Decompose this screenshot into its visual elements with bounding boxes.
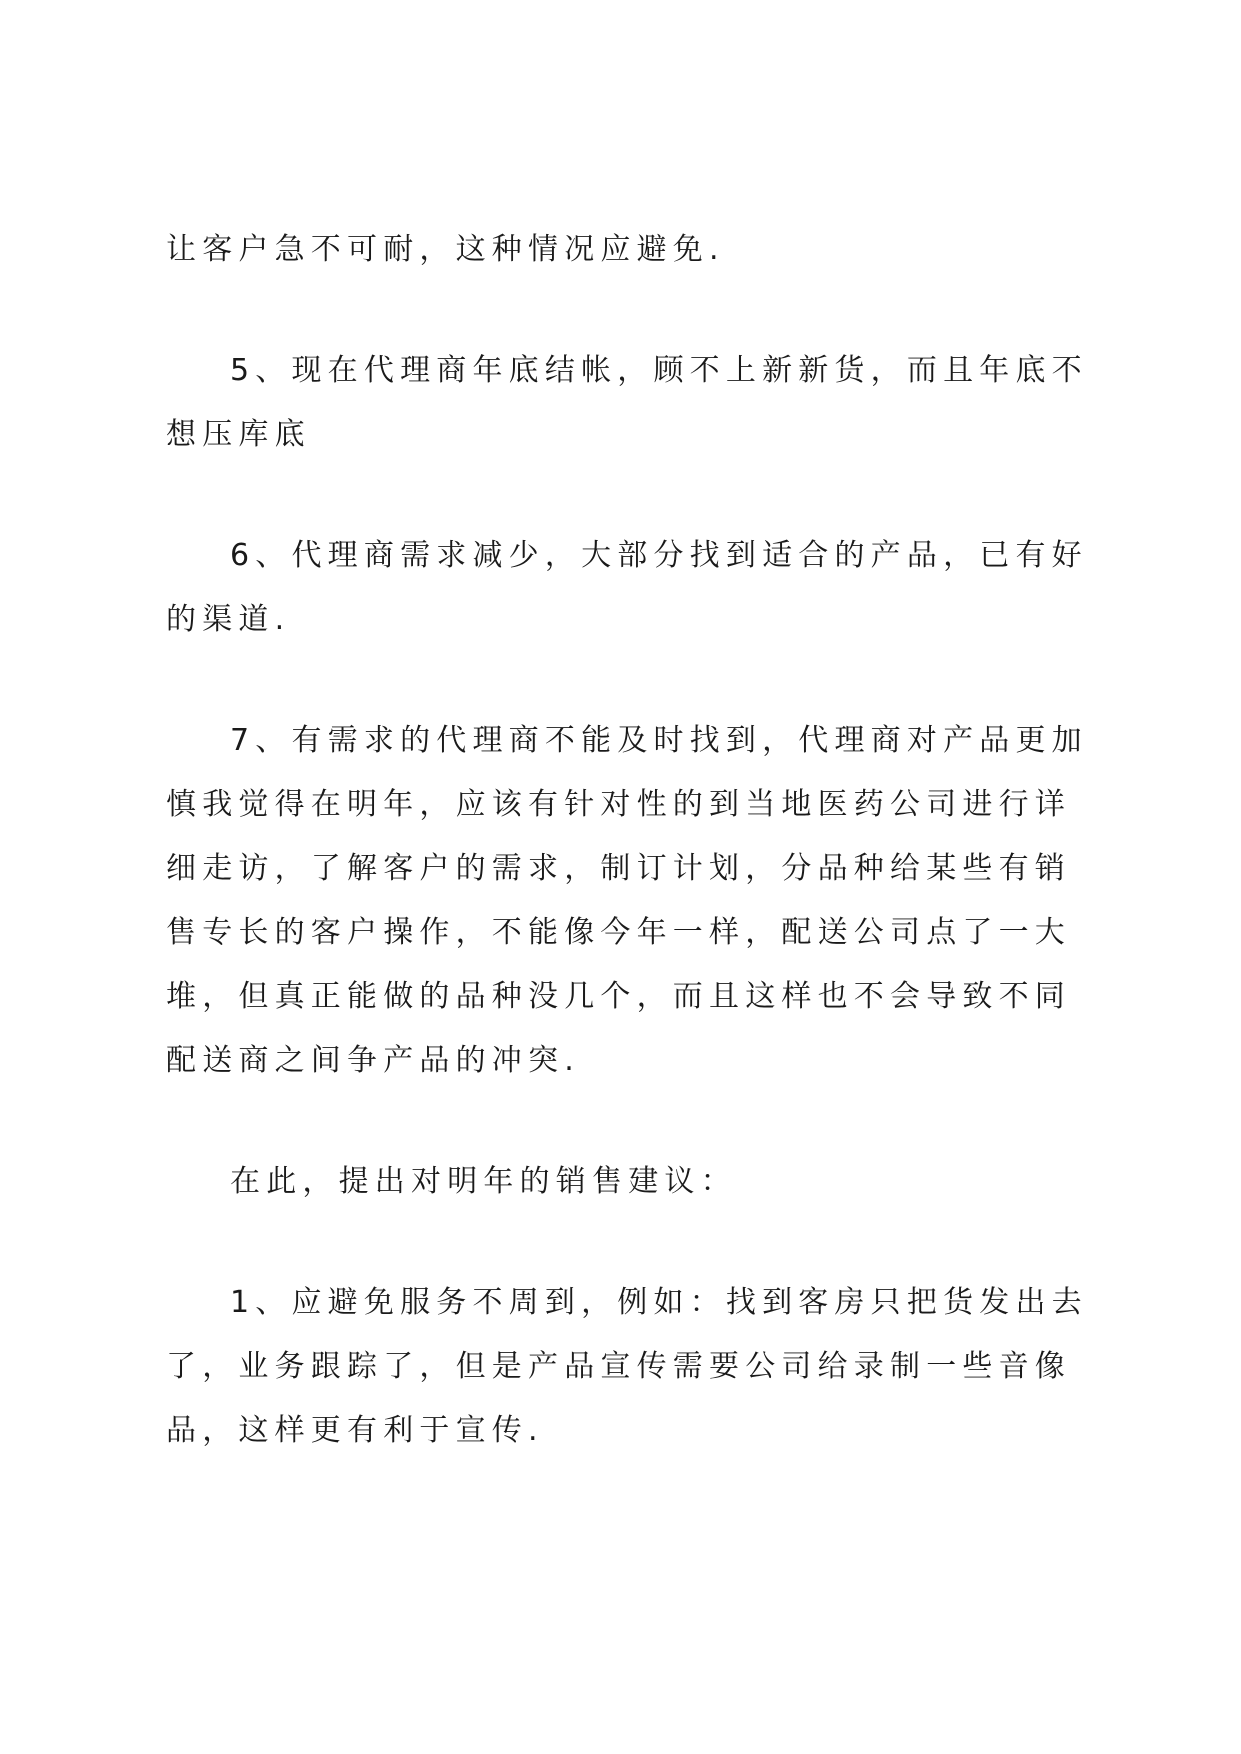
paragraph-spacer (166, 1093, 1096, 1150)
paragraph-continuation: 让客户急不可耐，这种情况应避免. (166, 232, 725, 267)
paragraph-item-6: 6、代理商需求减少，大部分找到适合的产品，已有好的渠道. (166, 538, 1088, 637)
paragraph-spacer (166, 467, 1096, 524)
paragraph-suggestions-intro: 在此，提出对明年的销售建议： (230, 1164, 737, 1199)
paragraph-spacer (166, 652, 1096, 709)
paragraph-suggestion-1: 1、应避免服务不周到，例如：找到客房只把货发出去了，业务跟踪了，但是产品宣传需要公司给录制一些音像品，这样更有利于宣传. (166, 1285, 1088, 1448)
paragraph-item-5: 5、现在代理商年底结帐，顾不上新新货，而且年底不想压库底 (166, 353, 1088, 452)
document-body (166, 218, 1096, 1463)
paragraph-spacer (166, 1214, 1096, 1271)
paragraph-item-7: 7、有需求的代理商不能及时找到，代理商对产品更加慎我觉得在明年，应该有针对性的到当地医药公司进行详细走访，了解客户的需求，制订计划，分品种给某些有销售专长的客户操作，不能像今年一样，配送公司点了一大堆，但真正能做的品种没几个，而且这样也不会导致不同配送商之间争产品的冲突. (166, 723, 1088, 1078)
paragraph-spacer (166, 282, 1096, 339)
